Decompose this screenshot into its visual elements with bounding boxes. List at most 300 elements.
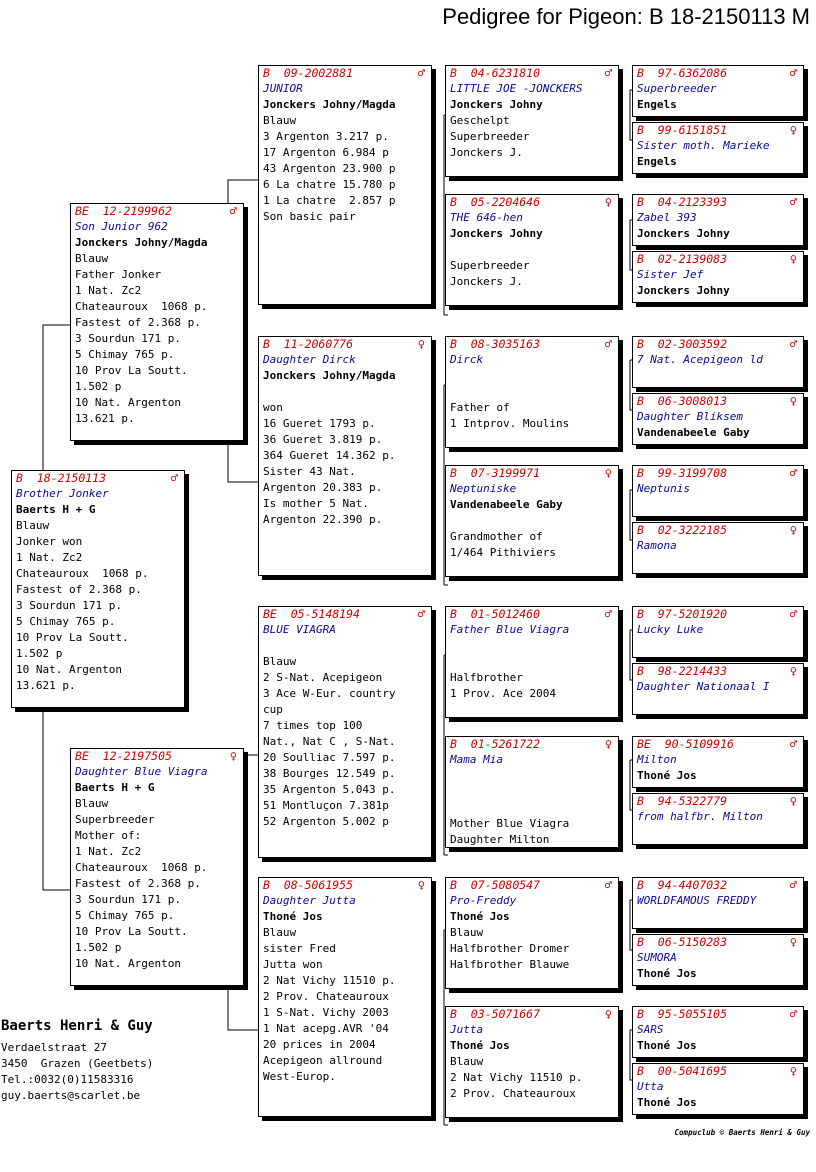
pedigree-box-g4c [632,194,804,246]
ring-header [259,607,431,622]
info-line: Mother of: [75,829,142,842]
info-line: 1 La chatre 2.857 p [263,194,396,207]
ring-header [446,1007,618,1022]
info-line [446,242,618,258]
country-code: B [450,195,457,209]
country-code: B [450,878,457,892]
ring-header [446,878,618,893]
pigeon-name: Mama Mia [450,753,503,766]
female-icon: ♀ [604,737,612,751]
country-code: B [450,607,457,621]
pigeon-name: Sister moth. Marieke [637,139,770,152]
country-code: B [637,394,644,408]
ring-number: 95-5055105 [657,1007,728,1021]
pedigree-box-g3e [445,606,619,718]
country-code: B [637,66,644,80]
male-icon: ♂ [789,737,797,751]
country-code: B [637,466,644,480]
male-icon: ♂ [789,1007,797,1021]
male-icon: ♂ [789,337,797,351]
pigeon-name: Sister Jef [637,268,704,281]
breeder-line: 3450 Grazen (Geetbets) [1,1057,154,1070]
owner-name: Thoné Jos [450,910,510,923]
info-line: Halfbrother [450,671,523,684]
spacer [457,66,471,80]
pigeon-name: Ramona [637,539,677,552]
info-line: 6 La chatre 15.780 p [263,178,396,191]
info-line: 364 Gueret 14.362 p. [263,449,396,462]
pedigree-box-g2a [258,65,432,305]
info-line: Blauw [263,114,297,127]
pigeon-name: THE 646-hen [450,211,523,224]
ring-number: 01-5012460 [470,607,541,621]
info-line: 1/464 Pithiviers [450,546,556,559]
pedigree-box-g3c [445,336,619,448]
info-line: 5 Chimay 765 p. [75,348,175,361]
male-icon: ♂ [170,471,178,485]
ring-number: 98-2214433 [657,664,728,678]
pigeon-name: BLUE VIAGRA [263,623,336,636]
ring-header [446,737,618,752]
info-line: Jonckers J. [450,146,523,159]
ring-number: 03-5071667 [470,1007,541,1021]
info-line: Blauw [263,655,297,668]
ring-number: 12-2199962 [102,204,172,218]
info-line: 13.621 p. [16,679,76,692]
ring-header [633,394,803,409]
pedigree-box-g4h [632,522,804,574]
spacer [644,664,658,678]
info-line: 10 Nat. Argenton [16,663,122,676]
info-line: Fastest of 2.368 p. [75,877,201,890]
info-line: 43 Argenton 23.900 p [263,162,396,175]
info-line: Fastest of 2.368 p. [75,316,201,329]
spacer [89,749,103,763]
country-code: B [16,471,23,485]
spacer [644,466,658,480]
spacer [644,123,658,137]
male-icon: ♂ [604,337,612,351]
info-line: 5 Chimay 765 p. [75,909,175,922]
ring-number: 02-3003592 [657,337,728,351]
ring-header [633,794,803,809]
female-icon: ♀ [604,1007,612,1021]
pigeon-name: SUMORA [637,951,677,964]
male-icon: ♂ [417,66,425,80]
ring-header [633,195,803,210]
spacer [457,466,471,480]
ring-number: 09-2002881 [283,66,354,80]
pigeon-name: Milton [637,753,677,766]
pedigree-box-g4i [632,606,804,658]
info-line: 13.621 p. [75,412,135,425]
info-line: West-Europ. [263,1070,336,1083]
info-line: 3 Sourdun 171 p. [75,332,181,345]
info-line [446,384,618,400]
pedigree-box-g3a [445,65,619,177]
ring-number: 94-5322779 [657,794,728,808]
spacer [644,878,658,892]
ring-header [259,337,431,352]
info-line: 10 Prov La Soutt. [75,364,188,377]
spacer [644,394,658,408]
ring-number: 02-3222185 [657,523,728,537]
ring-number: 08-5061955 [283,878,354,892]
pigeon-name: Brother Jonker [16,487,109,500]
info-line: Superbreeder [450,259,530,272]
country-code: B [637,337,644,351]
owner-name: Thoné Jos [263,910,323,923]
info-line: Chateauroux 1068 p. [75,300,208,313]
owner-name: Thoné Jos [637,769,697,782]
info-line: Blauw [75,252,109,265]
info-line: Daughter Milton [450,833,550,846]
pigeon-name: Neptuniske [450,482,517,495]
info-line [446,638,618,654]
info-line: 38 Bourges 12.549 p. [263,767,396,780]
info-line: Grandmother of [450,530,543,543]
spacer [644,523,658,537]
pedigree-box-g3h [445,1006,619,1118]
info-line: Halfbrother Blauwe [450,958,570,971]
country-code: B [637,607,644,621]
spacer [270,337,284,351]
pedigree-box-g4a [632,65,804,117]
ring-header [633,878,803,893]
info-line: Halfbrother Dromer [450,942,570,955]
info-line: 35 Argenton 5.043 p. [263,783,396,796]
country-code: BE [75,749,89,763]
info-line: Mother Blue Viagra [450,817,570,830]
pedigree-box-g3g [445,877,619,989]
info-line: 3 Ace W-Eur. country [263,687,396,700]
pedigree-box-g4m [632,877,804,929]
owner-name: Vandenabeele Gaby [450,498,563,511]
info-line: sister Fred [263,942,336,955]
info-line: 10 Nat. Argenton [75,957,181,970]
info-line: 1 Nat acepg.AVR '04 [263,1022,389,1035]
info-line: 2 Prov. Chateauroux [450,1087,576,1100]
info-line: Blauw [450,926,484,939]
pigeon-name: Superbreeder [637,82,717,95]
country-code: B [637,664,644,678]
ring-number: 97-6362086 [657,66,728,80]
ring-number: 08-3035163 [470,337,541,351]
male-icon: ♂ [789,195,797,209]
info-line [446,654,618,670]
ring-header [633,337,803,352]
info-line: Superbreeder [450,130,530,143]
ring-number: 01-5261722 [470,737,541,751]
info-line [259,638,431,654]
pedigree-box-g2b [258,336,432,576]
spacer [644,1007,658,1021]
ring-header [259,878,431,893]
info-line [446,513,618,529]
ring-header [12,471,184,486]
info-line [259,384,431,400]
info-line: Jonker won [16,535,83,548]
info-line: 1.502 p [16,647,63,660]
pigeon-name: Lucky Luke [637,623,704,636]
country-code: B [450,466,457,480]
owner-name: Thoné Jos [637,1039,697,1052]
pigeon-name: Daughter Jutta [263,894,356,907]
ring-header [633,664,803,679]
ring-header [633,737,803,752]
ring-header [633,466,803,481]
ring-number: 07-3199971 [470,466,541,480]
breeder-line: Tel.:0032(0)11583316 [1,1073,134,1086]
info-line: 52 Argenton 5.002 p [263,815,389,828]
pedigree-box-g4b [632,122,804,174]
pigeon-name: Zabel 393 [637,211,697,224]
pedigree-box-g2c [258,606,432,858]
info-line: Jonckers J. [450,275,523,288]
male-icon: ♂ [604,878,612,892]
pigeon-name: Daughter Nationaal I [637,680,770,693]
pigeon-name: Father Blue Viagra [450,623,570,636]
info-line: Chateauroux 1068 p. [75,861,208,874]
info-line: 7 times top 100 [263,719,363,732]
info-line: Son basic pair [263,210,356,223]
info-line: 1.502 p [75,380,122,393]
owner-name: Jonckers Johny [637,284,730,297]
pedigree-box-g2d [258,877,432,1117]
info-line: won [263,401,283,414]
male-icon: ♂ [789,466,797,480]
info-line: Acepigeon allround [263,1054,383,1067]
pigeon-name: from halfbr. Milton [637,810,763,823]
country-code: BE [75,204,89,218]
ring-number: 02-2139083 [657,252,728,266]
female-icon: ♀ [229,749,237,763]
spacer [277,607,291,621]
owner-name: Vandenabeele Gaby [637,426,750,439]
spacer [457,607,471,621]
info-line: 10 Prov La Soutt. [16,631,129,644]
page-title: Pedigree for Pigeon: B 18-2150113 M [442,4,810,29]
info-line [446,800,618,816]
info-line: Father of [450,401,510,414]
female-icon: ♀ [789,123,797,137]
info-line: 2 Nat Vichy 11510 p. [450,1071,583,1084]
spacer [270,878,284,892]
pedigree-box-g4f [632,393,804,445]
spacer [644,252,658,266]
ring-number: 00-5041695 [657,1064,728,1078]
female-icon: ♀ [789,1064,797,1078]
breeder-line: Verdaelstraat 27 [1,1041,107,1054]
country-code: B [637,123,644,137]
ring-header [446,337,618,352]
female-icon: ♀ [789,794,797,808]
info-line: 1 Nat. Zc2 [75,284,142,297]
spacer [644,337,658,351]
pigeon-name: Daughter Blue Viagra [75,765,208,778]
spacer [457,195,471,209]
spacer [644,66,658,80]
male-icon: ♂ [417,607,425,621]
pedigree-box-g1a [70,203,244,441]
info-line: cup [263,703,283,716]
info-line: 51 Montluçon 7.381p [263,799,389,812]
pedigree-box-g4n [632,934,804,986]
pigeon-name: Utta [637,1080,664,1093]
info-line: 16 Gueret 1793 p. [263,417,376,430]
info-line: Blauw [16,519,50,532]
male-icon: ♂ [604,607,612,621]
pedigree-box-g4l [632,793,804,845]
info-line: Is mother 5 Nat. [263,497,369,510]
info-line: 3 Argenton 3.217 p. [263,130,389,143]
owner-name: Thoné Jos [450,1039,510,1052]
country-code: B [263,66,270,80]
info-line: Nat., Nat C , S-Nat. [263,735,396,748]
male-icon: ♂ [789,66,797,80]
owner-name: Jonckers Johny/Magda [75,236,208,249]
pedigree-box-g4k [632,736,804,788]
female-icon: ♀ [789,523,797,537]
info-line: 2 Prov. Chateauroux [263,990,389,1003]
country-code: B [637,1064,644,1078]
info-line: 5 Chimay 765 p. [16,615,116,628]
pedigree-box-g0 [11,470,185,708]
country-code: B [450,66,457,80]
spacer [457,878,471,892]
ring-header [633,66,803,81]
info-line: 17 Argenton 6.984 p [263,146,389,159]
owner-name: Thoné Jos [637,967,697,980]
pigeon-name: Daughter Bliksem [637,410,743,423]
breeder-line: guy.baerts@scarlet.be [1,1089,141,1102]
ring-number: 06-3008013 [657,394,728,408]
ring-number: 90-5109916 [664,737,734,751]
spacer [644,607,658,621]
spacer [644,195,658,209]
spacer [644,1064,658,1078]
spacer [457,1007,471,1021]
owner-name: Jonckers Johny/Magda [263,98,396,111]
info-line: Blauw [75,797,109,810]
ring-number: 05-5148194 [290,607,360,621]
owner-name: Jonckers Johny/Magda [263,369,396,382]
ring-header [259,66,431,81]
spacer [644,935,658,949]
info-line: 10 Nat. Argenton [75,396,181,409]
info-line: 1 S-Nat. Vichy 2003 [263,1006,389,1019]
female-icon: ♀ [417,878,425,892]
country-code: B [637,195,644,209]
info-line: Jutta won [263,958,323,971]
pigeon-name: Jutta [450,1023,484,1036]
pigeon-name: Son Junior 962 [75,220,168,233]
country-code: B [637,794,644,808]
ring-number: 12-2197505 [102,749,172,763]
spacer [89,204,103,218]
ring-number: 04-6231810 [470,66,541,80]
info-line: 1 Intprov. Moulins [450,417,570,430]
info-line: Father Jonker [75,268,162,281]
ring-header [633,1007,803,1022]
ring-header [633,935,803,950]
ring-header [633,252,803,267]
female-icon: ♀ [789,252,797,266]
country-code: B [450,737,457,751]
ring-header [71,204,243,219]
country-code: B [263,878,270,892]
spacer [23,471,37,485]
ring-number: 06-5150283 [657,935,728,949]
country-code: B [450,1007,457,1021]
country-code: BE [263,607,277,621]
female-icon: ♀ [789,664,797,678]
pedigree-box-g4p [632,1063,804,1115]
pigeon-name: WORLDFAMOUS FREDDY [637,894,757,907]
breeder-address [1,1018,153,1104]
info-line [446,368,618,384]
pedigree-box-g4e [632,336,804,388]
pigeon-name: SARS [637,1023,664,1036]
spacer [651,737,665,751]
info-line: 1 Prov. Ace 2004 [450,687,556,700]
pigeon-name: Daughter Dirck [263,353,356,366]
info-line: Sister 43 Nat. [263,465,356,478]
info-line: Argenton 20.383 p. [263,481,383,494]
country-code: B [637,935,644,949]
male-icon: ♂ [229,204,237,218]
spacer [457,737,471,751]
owner-name: Baerts H + G [16,503,96,516]
ring-header [633,607,803,622]
pedigree-box-g4g [632,465,804,517]
pigeon-name: Dirck [450,353,484,366]
info-line: 20 prices in 2004 [263,1038,376,1051]
info-line: 2 S-Nat. Acepigeon [263,671,383,684]
pigeon-name: Neptunis [637,482,690,495]
info-line: Fastest of 2.368 p. [16,583,142,596]
country-code: B [637,252,644,266]
pigeon-name: Pro-Freddy [450,894,517,907]
male-icon: ♂ [604,66,612,80]
spacer [270,66,284,80]
ring-header [446,466,618,481]
owner-name: Jonckers Johny [450,98,543,111]
owner-name: Jonckers Johny [637,227,730,240]
pedigree-box-g3b [445,194,619,306]
pigeon-name: LITTLE JOE -JONCKERS [450,82,583,95]
ring-number: 99-3199708 [657,466,728,480]
owner-name: Jonckers Johny [450,227,543,240]
ring-number: 97-5201920 [657,607,728,621]
ring-header [633,123,803,138]
female-icon: ♀ [789,394,797,408]
spacer [457,337,471,351]
ring-number: 18-2150113 [36,471,107,485]
country-code: B [637,1007,644,1021]
female-icon: ♀ [417,337,425,351]
info-line: 1 Nat. Zc2 [16,551,83,564]
pedigree-box-g3d [445,465,619,577]
ring-number: 05-2204646 [470,195,541,209]
owner-name: Thoné Jos [637,1096,697,1109]
info-line: 1 Nat. Zc2 [75,845,142,858]
owner-name: Engels [637,98,677,111]
female-icon: ♀ [604,466,612,480]
ring-number: 94-4407032 [657,878,728,892]
info-line: 10 Prov La Soutt. [75,925,188,938]
female-icon: ♀ [604,195,612,209]
